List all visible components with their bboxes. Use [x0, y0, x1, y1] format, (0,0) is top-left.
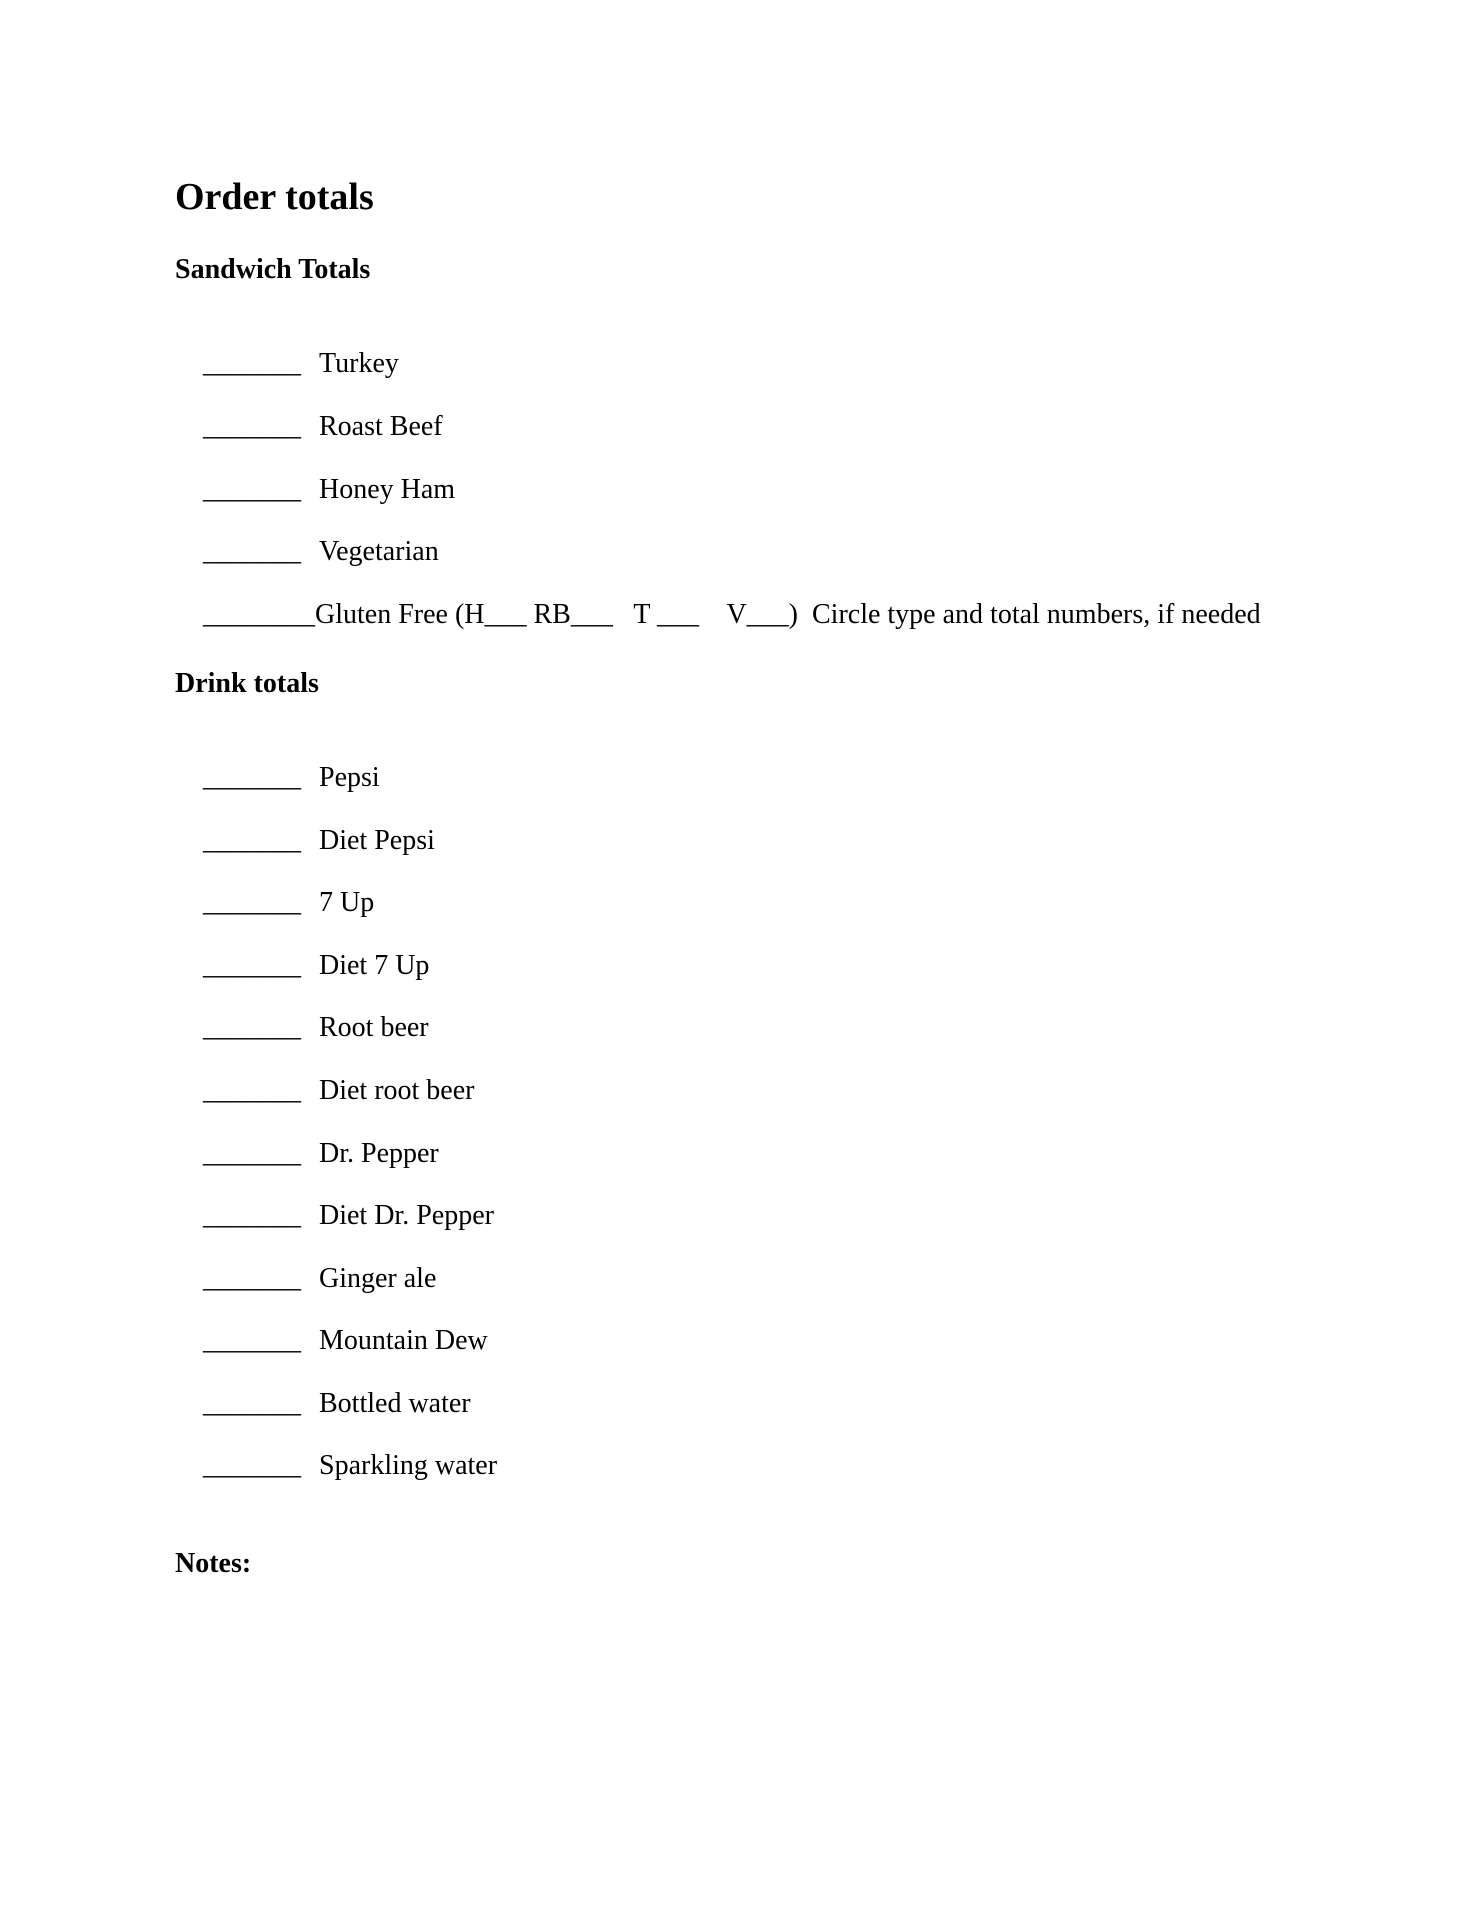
- item-label: Roast Beef: [319, 411, 443, 442]
- item-label: Pepsi: [319, 762, 380, 793]
- count-blank[interactable]: _______: [203, 1388, 301, 1419]
- count-blank[interactable]: ________: [203, 599, 315, 630]
- item-label: Honey Ham: [319, 474, 456, 505]
- count-blank[interactable]: _______: [203, 474, 301, 505]
- count-blank[interactable]: _______: [203, 1075, 301, 1106]
- count-blank[interactable]: _______: [203, 348, 301, 379]
- count-blank[interactable]: _______: [203, 1138, 301, 1169]
- sandwich-line-gluten-free: [175, 573, 1261, 657]
- item-label: 7 Up: [319, 887, 375, 918]
- item-label: Diet Dr. Pepper: [319, 1200, 494, 1231]
- count-blank[interactable]: _______: [203, 825, 301, 856]
- item-label: Diet Pepsi: [319, 825, 435, 856]
- item-label: Ginger ale: [319, 1263, 437, 1294]
- drink-line-sparkling-water: [175, 1424, 497, 1508]
- count-blank[interactable]: _______: [203, 762, 301, 793]
- count-blank[interactable]: _______: [203, 887, 301, 918]
- item-label: Mountain Dew: [319, 1325, 488, 1356]
- item-label: Sparkling water: [319, 1450, 498, 1481]
- page-title: Order totals: [175, 176, 374, 218]
- item-label: Diet root beer: [319, 1075, 475, 1106]
- item-label: Vegetarian: [319, 536, 439, 567]
- gluten-free-text: Gluten Free (H___ RB___ T ___ V___) Circle type and total numbers, if needed: [315, 599, 1261, 630]
- count-blank[interactable]: _______: [203, 536, 301, 567]
- item-label: Dr. Pepper: [319, 1138, 439, 1169]
- item-label: Bottled water: [319, 1388, 471, 1419]
- item-label: Root beer: [319, 1012, 429, 1043]
- count-blank[interactable]: _______: [203, 1450, 301, 1481]
- sandwich-totals-heading: Sandwich Totals: [175, 254, 371, 285]
- item-label: Turkey: [319, 348, 399, 379]
- item-label: Diet 7 Up: [319, 950, 430, 981]
- drink-totals-heading: Drink totals: [175, 668, 319, 699]
- count-blank[interactable]: _______: [203, 1263, 301, 1294]
- count-blank[interactable]: _______: [203, 1200, 301, 1231]
- count-blank[interactable]: _______: [203, 1012, 301, 1043]
- count-blank[interactable]: _______: [203, 1325, 301, 1356]
- notes-label: Notes:: [175, 1548, 252, 1579]
- count-blank[interactable]: _______: [203, 411, 301, 442]
- count-blank[interactable]: _______: [203, 950, 301, 981]
